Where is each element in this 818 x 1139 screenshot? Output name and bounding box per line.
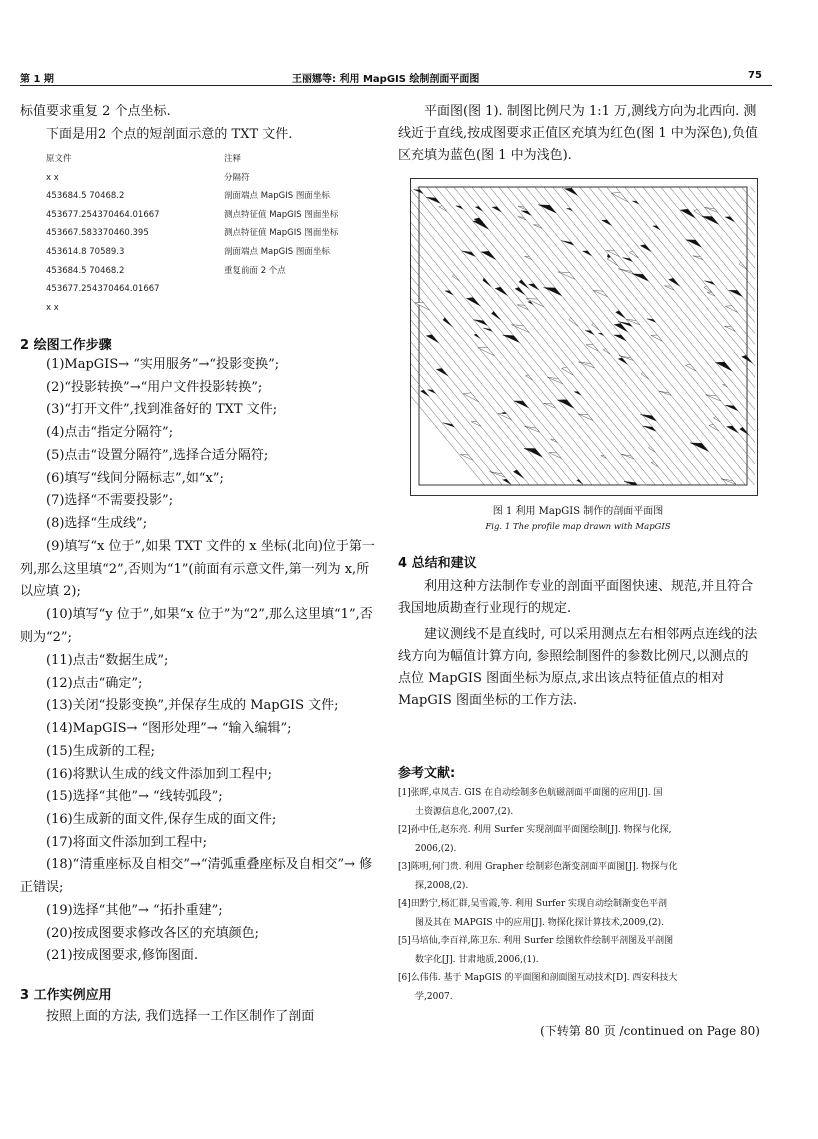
section-4-title: 4 总结和建议 xyxy=(398,556,477,571)
section-4-para-1: 利用这种方法制作专业的剖面平面图快速、规范,并且符合我国地质勘查行业现行的规定. xyxy=(398,579,754,616)
table-row xyxy=(46,243,376,262)
step-18: (18)“清重座标及自相交”→“清弧重叠座标及自相交”→ 修正错误; xyxy=(20,857,373,895)
reference-line: 2006,(2). xyxy=(415,843,457,854)
table-cell: 重复前面 2 个点 xyxy=(224,265,286,276)
section-3-body: 按照上面的方法, 我们选择一工作区制作了剖面 xyxy=(46,1009,315,1024)
step-item: (3)“打开文件”,找到准备好的 TXT 文件; xyxy=(46,402,278,418)
section-3-title: 3 工作实例应用 xyxy=(20,988,112,1003)
table-cell: 剖面端点 MapGIS 图面坐标 xyxy=(224,191,330,202)
reference-line: [5]马培仙,李百祥,陈卫东. 利用 Surfer 绘图软件绘制平剖图及平剖图 xyxy=(398,936,674,946)
reference-line: 土资源信息化,2007,(2). xyxy=(415,806,514,817)
step-9: (9)填写“x 位于”,如果 TXT 文件的 x 坐标(北向)位于第一列,那么这里填“2”,否则为“1”(前面有示意文件,第一列为 x,所以应填 2); xyxy=(20,539,375,600)
step-item: (12)点击“确定”; xyxy=(46,675,143,691)
step-item: (19)选择“其他”→ “拓扑重建”; xyxy=(46,903,223,918)
table-cell: 453684.5 70468.2 xyxy=(46,265,125,276)
header-rule xyxy=(20,85,772,86)
txt-example-table xyxy=(46,150,376,317)
example-intro: 下面是用2 个点的短剖面示意的 TXT 文件. xyxy=(46,127,293,142)
table-cell: 分隔符 xyxy=(224,172,250,183)
table-cell: 453677.254370464.01667 xyxy=(46,209,160,220)
section-2-title: 2 绘图工作步骤 xyxy=(20,338,112,353)
table-row xyxy=(46,224,376,243)
step-item: (14)MapGIS→ “图形处理”→ “输入编辑”; xyxy=(46,721,292,737)
table-header-original: 原文件 xyxy=(46,154,72,164)
step-item: (21)按成图要求,修饰图面. xyxy=(46,948,198,964)
table-cell: x x xyxy=(46,302,59,313)
table-row xyxy=(46,187,376,206)
table-row xyxy=(46,299,376,318)
steps-list-c xyxy=(46,900,380,968)
step-item: (17)将面文件添加到工程中; xyxy=(46,834,208,850)
running-title: 王丽娜等: 利用 MapGIS 绘制剖面平面图 xyxy=(292,74,480,85)
step-item: (4)点击“指定分隔符”; xyxy=(46,425,174,441)
steps-list-a xyxy=(46,354,376,536)
step-item: (7)选择“不需要投影”; xyxy=(46,493,174,509)
step-item: (1)MapGIS→ “实用服务”→“投影变换”; xyxy=(46,357,280,372)
issue-label: 第 1 期 xyxy=(20,74,54,85)
reference-line: [1]张晖,卓凤吉. GIS 在自动绘制多色航磁剖面平面图的应用[J]. 国 xyxy=(398,788,663,798)
table-row xyxy=(46,206,376,225)
table-header-row xyxy=(46,150,376,169)
figure-caption-cn: 图 1 利用 MapGIS 制作的剖面平面图 xyxy=(492,506,664,517)
table-row xyxy=(46,280,376,299)
step-item: (11)点击“数据生成”; xyxy=(46,653,169,668)
table-cell: 测点特征值 MapGIS 图面坐标 xyxy=(224,228,339,239)
table-cell: 453684.5 70468.2 xyxy=(46,191,125,202)
reference-line: [3]陈明,何门贵. 利用 Grapher 绘制彩色渐变剖面平面图[J]. 物探与化 xyxy=(398,862,678,872)
steps-list-b xyxy=(46,650,380,854)
page-number: 75 xyxy=(748,70,762,81)
table-cell: 453667.583370460.395 xyxy=(46,228,149,239)
table-row xyxy=(46,262,376,281)
reference-line: 探,2008,(2). xyxy=(415,880,469,891)
intro-line: 标值要求重复 2 个点坐标. xyxy=(20,104,171,119)
table-cell: 453614.8 70589.3 xyxy=(46,246,125,257)
table-cell: 剖面端点 MapGIS 图面坐标 xyxy=(224,246,330,257)
step-10: (10)填写“y 位于”,如果“x 位于”为“2”,那么这里填“1”,否则为“2”; xyxy=(20,607,373,645)
figure-caption-en: Fig. 1 The profile map drawn with MapGIS xyxy=(485,522,671,532)
reference-line: 图及其在 MAPGIS 中的应用[J]. 物探化探计算技术,2009,(2). xyxy=(415,917,664,928)
section-4-para-2: 建议测线不是直线时, 可以采用测点左右相邻两点连线的法线方向为幅值计算方向, 参照绘制图件的参数比例尺,以测点的点位 MapGIS 图面坐标为原点,求出该点特征值点的相对 MapGIS 图面坐标的工作方法. xyxy=(398,627,758,708)
reference-line: [2]孙中任,赵东亮. 利用 Surfer 实现剖面平面图绘制[J]. 物探与化探, xyxy=(398,825,672,835)
step-item: (20)按成图要求修改各区的充填颜色; xyxy=(46,925,260,941)
table-cell: 测点特征值 MapGIS 图面坐标 xyxy=(224,209,339,220)
reference-line: [6]么伟伟. 基于 MapGIS 的平面图和剖面图互动技术[D]. 西安科技大 xyxy=(398,973,678,983)
reference-line: [4]田黔宁,杨汇群,吴雪霞,等. 利用 Surfer 实现自动绘制渐变色平剖 xyxy=(398,899,667,909)
step-item: (2)“投影转换”→“用户文件投影转换”; xyxy=(46,379,263,395)
step-item: (16)将默认生成的线文件添加到工程中; xyxy=(46,766,273,782)
step-item: (15)生成新的工程; xyxy=(46,743,156,759)
reference-line: 数字化[J]. 甘肃地质,2006,(1). xyxy=(415,954,539,965)
step-item: (6)填写“线间分隔标志”,如“x”; xyxy=(46,470,224,486)
table-header-notes: 注释 xyxy=(224,154,242,164)
table-cell: 453677.254370464.01667 xyxy=(46,284,160,295)
references-title: 参考文献: xyxy=(398,766,456,781)
step-item: (13)关闭“投影变换”,并保存生成的 MapGIS 文件; xyxy=(46,698,339,714)
table-cell: x x xyxy=(46,172,59,183)
continued-note: (下转第 80 页 /continued on Page 80) xyxy=(540,1024,760,1038)
step-item: (8)选择“生成线”; xyxy=(46,515,148,531)
profile-map-image xyxy=(411,179,755,493)
step-item: (15)选择“其他”→ “线转弧段”; xyxy=(46,789,223,805)
profile-map-figure xyxy=(410,178,758,496)
table-row xyxy=(46,169,376,188)
reference-line: 学,2007. xyxy=(415,991,453,1002)
step-item: (16)生成新的面文件,保存生成的面文件; xyxy=(46,811,277,827)
step-item: (5)点击“设置分隔符”,选择合适分隔符; xyxy=(46,447,269,463)
references-list xyxy=(398,784,758,1006)
right-para-top: 平面图(图 1). 制图比例尺为 1:1 万,测线方向为北西向. 测线近于直线,按成图要求正值区充填为红色(图 1 中为深色),负值区充填为蓝色(图 1 中为浅色). xyxy=(398,104,758,163)
